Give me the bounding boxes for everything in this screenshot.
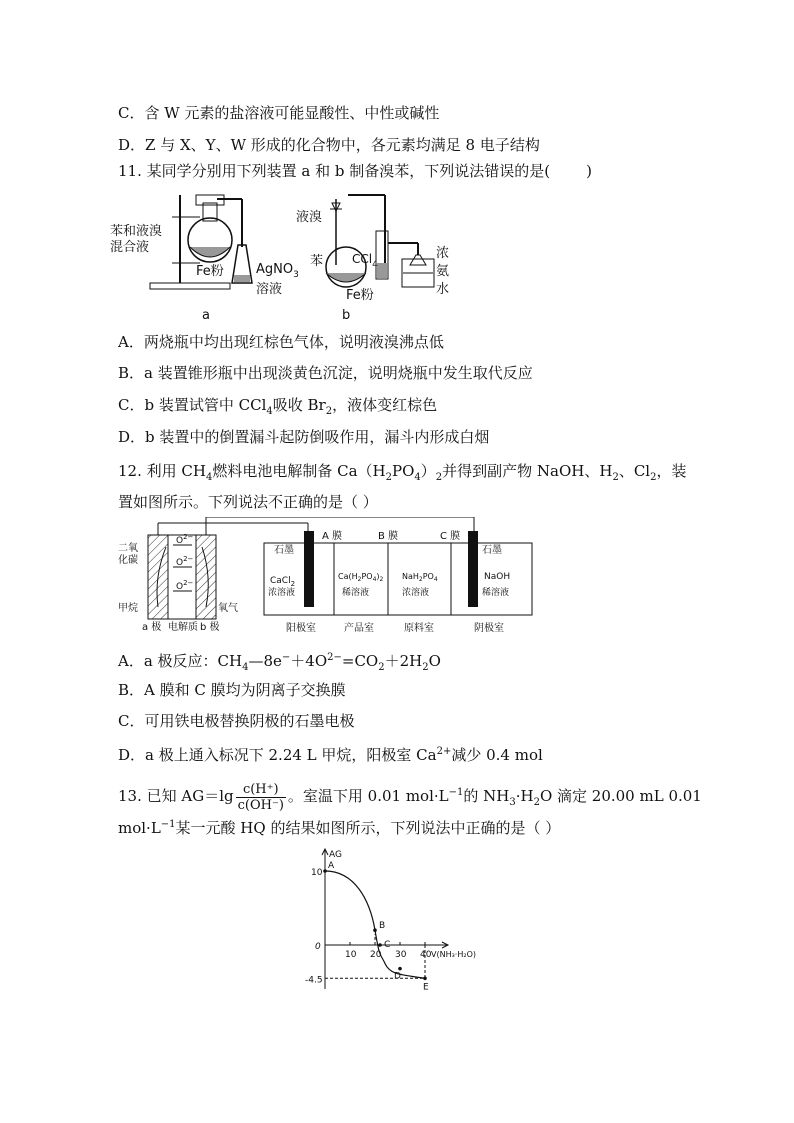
q12-s1c: PO bbox=[391, 462, 415, 480]
point-E bbox=[423, 977, 427, 981]
label-cathode-room: 阴极室 bbox=[474, 623, 504, 634]
label-a-pole: a 极 bbox=[142, 622, 162, 633]
x-tick-label-30: 30 bbox=[395, 950, 407, 960]
b-liquid-br: 液溴 bbox=[296, 210, 323, 225]
q12-a-s2: 2 bbox=[378, 662, 385, 673]
label-membrane-b: B 膜 bbox=[378, 531, 399, 542]
o2ion-3-s: 2− bbox=[183, 579, 194, 587]
q12-d-sup: 2+ bbox=[436, 746, 452, 757]
q12-a-p1: − bbox=[281, 652, 291, 663]
q12-a-m2: ＋4O bbox=[290, 652, 328, 670]
q11-stem bbox=[118, 161, 592, 181]
q11-apparatus-figure bbox=[110, 185, 470, 330]
ag-fraction bbox=[236, 782, 286, 813]
q13-s-a: 13. 已知 AG＝lg bbox=[118, 787, 234, 805]
q12-a-m1: —8e bbox=[248, 652, 282, 670]
a-agno3-text: AgNO bbox=[256, 262, 294, 277]
q11-c-mid: 吸收 Br bbox=[272, 396, 326, 414]
q12-s1s2: 2 bbox=[385, 472, 392, 483]
label-graphite-left: 石墨 bbox=[274, 545, 294, 556]
label-raw-room: 原料室 bbox=[404, 623, 434, 634]
q11-option-c bbox=[118, 395, 437, 422]
q12-d-post: 减少 0.4 mol bbox=[451, 746, 543, 764]
b-fe: Fe粉 bbox=[346, 288, 374, 303]
q10-option-c: C．含 W 元素的盐溶液可能显酸性、中性或碱性 bbox=[118, 104, 440, 122]
caption-b: b bbox=[342, 308, 351, 323]
fuel-cell bbox=[148, 535, 216, 619]
q13-s-sup1: −1 bbox=[448, 787, 464, 798]
label-cacl2-sol: 浓溶液 bbox=[268, 588, 296, 598]
o2ion-2-t: O bbox=[176, 558, 184, 568]
x-tick-label-20: 20 bbox=[370, 950, 382, 960]
q13-s2-b: 某一元酸 HQ 的结果如图所示，下列说法中正确的是（ ） bbox=[175, 819, 561, 837]
label-graphite-right: 石墨 bbox=[482, 545, 502, 556]
b-ccl4-sub: 4 bbox=[372, 260, 378, 270]
q12-s1s3: 4 bbox=[414, 472, 421, 483]
q11-c-post: ，液体变红棕色 bbox=[332, 396, 438, 414]
q13-s-sub2: 2 bbox=[533, 797, 540, 808]
q12-s1s5: 2 bbox=[612, 472, 619, 483]
q12-a-s1: 4 bbox=[242, 662, 249, 673]
q12-a-pre: A．a 极反应：CH bbox=[118, 652, 243, 670]
point-B bbox=[373, 928, 377, 932]
q12-option-d bbox=[118, 742, 543, 765]
label-nah2po4-sol: 浓溶液 bbox=[402, 588, 430, 598]
a-label2: 混合液 bbox=[110, 240, 150, 255]
titration-curve bbox=[325, 871, 425, 978]
label-co2-1: 二氧 bbox=[118, 543, 138, 554]
q12-a-end: O bbox=[428, 652, 441, 670]
label-cah2po4 bbox=[338, 572, 384, 583]
q12-option-a bbox=[118, 648, 441, 678]
q12-option-b: B．A 膜和 C 膜均为阴离子交换膜 bbox=[118, 681, 346, 699]
q12-s1f: 、Cl bbox=[618, 462, 651, 480]
q13-s-b: 。室温下用 0.01 mol·L bbox=[287, 787, 449, 805]
label-co2-2: 化碳 bbox=[118, 555, 138, 566]
q12-s1d: ） bbox=[420, 462, 436, 480]
q11-stem-text: 11. 某同学分别用下列装置 a 和 b 制备溴苯，下列说法错误的是( bbox=[118, 162, 551, 180]
a-fe: Fe粉 bbox=[196, 264, 224, 279]
q13-s-d: ·H bbox=[515, 787, 534, 805]
nah2po4-s1: 2 bbox=[418, 576, 423, 583]
b-ammonia-3: 水 bbox=[436, 282, 450, 297]
q12-s1s4: 2 bbox=[435, 472, 443, 483]
cah2po4-b: PO bbox=[361, 572, 373, 581]
label-naoh: NaOH bbox=[484, 572, 511, 582]
b-benzene: 苯 bbox=[310, 254, 324, 269]
nah2po4-b: PO bbox=[422, 572, 434, 581]
q13-s-e: O 滴定 20.00 mL 0.01 bbox=[539, 787, 702, 805]
y-tick-label-neg: -4.5 bbox=[305, 975, 323, 986]
label-methane: 甲烷 bbox=[118, 603, 138, 614]
cathode-graphite bbox=[468, 531, 478, 607]
q12-stem-line2: 置如图所示。下列说法不正确的是（ ） bbox=[118, 493, 378, 511]
label-anode-room: 阳极室 bbox=[286, 623, 316, 634]
q12-d-pre: D．a 极上通入标况下 2.24 L 甲烷，阳极室 Ca bbox=[118, 746, 437, 764]
q12-a-s3: 2 bbox=[422, 662, 429, 673]
q12-stem-line1 bbox=[118, 461, 686, 488]
q12-s1a: 12. 利用 CH bbox=[118, 462, 206, 480]
x-tick-label-40: 40 bbox=[420, 950, 432, 960]
label-product-room: 产品室 bbox=[344, 623, 374, 634]
b-ammonia-2: 氨 bbox=[436, 264, 450, 279]
q10-option-d: D．Z 与 X、Y、W 形成的化合物中，各元素均满足 8 电子结构 bbox=[118, 136, 540, 154]
label-cacl2 bbox=[270, 576, 295, 588]
apparatus-b bbox=[326, 195, 434, 287]
a-label1: 苯和液溴 bbox=[110, 224, 163, 239]
caption-a: a bbox=[202, 308, 210, 323]
cah2po4-s2: 4 bbox=[372, 576, 377, 583]
anode-graphite bbox=[304, 531, 314, 607]
y-axis-label: AG bbox=[329, 850, 342, 860]
q13-stem-line2 bbox=[118, 815, 560, 838]
cah2po4-s3: 2 bbox=[379, 576, 384, 583]
o2ion-2-s: 2− bbox=[183, 555, 194, 563]
point-C bbox=[378, 943, 382, 947]
a-agno3 bbox=[256, 262, 299, 280]
o2ion-3 bbox=[176, 579, 194, 592]
b-ccl4-text: CCl bbox=[352, 252, 373, 266]
q13-s2-sup: −1 bbox=[160, 819, 176, 830]
q11-option-b: B．a 装置锥形瓶中出现淡黄色沉淀，说明烧瓶中发生取代反应 bbox=[118, 364, 533, 382]
label-naoh-sol: 稀溶液 bbox=[482, 588, 510, 598]
point-label-B: B bbox=[379, 921, 386, 932]
point-label-C: C bbox=[384, 940, 391, 950]
q11-c-sub2: 2 bbox=[325, 406, 333, 417]
q12-s1b: 燃料电池电解制备 Ca（H bbox=[212, 462, 386, 480]
point-A bbox=[323, 869, 327, 873]
label-nah2po4 bbox=[402, 572, 438, 583]
a-agno3-sub: 3 bbox=[293, 270, 299, 280]
b-ccl4 bbox=[352, 252, 378, 270]
label-b-pole: b 极 bbox=[200, 622, 220, 633]
q11-option-a: A．两烧瓶中均出现红棕色气体，说明液溴沸点低 bbox=[118, 333, 444, 351]
q13-s2-a: mol·L bbox=[118, 819, 161, 837]
label-membrane-c: C 膜 bbox=[440, 531, 461, 542]
cah2po4-s1: 2 bbox=[357, 576, 362, 583]
q12-a-m3: =CO bbox=[341, 652, 379, 670]
q12-s1g: ，装 bbox=[656, 462, 687, 480]
o2ion-1-s: 2− bbox=[183, 533, 194, 541]
o2ion-1-t: O bbox=[176, 536, 184, 546]
q13-stem-line1 bbox=[118, 777, 702, 819]
cacl2-t: CaCl bbox=[270, 576, 291, 586]
q13-s-sub1: 3 bbox=[509, 797, 516, 808]
frac-num: c(H⁺) bbox=[236, 782, 286, 798]
cacl2-s: 2 bbox=[290, 580, 296, 588]
nah2po4-a: NaH bbox=[402, 572, 419, 581]
q12-option-c: C．可用铁电极替换阴极的石墨电极 bbox=[118, 712, 355, 730]
q12-s1e: 并得到副产物 NaOH、H bbox=[442, 462, 613, 480]
q12-a-m4: ＋2H bbox=[384, 652, 423, 670]
q11-c-pre: C．b 装置试管中 CCl bbox=[118, 396, 267, 414]
x-axis-label: V(NH₃·H₂O) bbox=[431, 950, 476, 959]
frac-den: c(OH⁻) bbox=[237, 797, 284, 813]
x-tick-label-10: 10 bbox=[345, 950, 357, 960]
o2ion-2 bbox=[176, 555, 194, 568]
q11-option-d: D．b 装置中的倒置漏斗起防倒吸作用，漏斗内形成白烟 bbox=[118, 428, 490, 446]
q11-c-sub: 4 bbox=[266, 406, 273, 417]
a-sol: 溶液 bbox=[256, 282, 283, 297]
q13-titration-chart bbox=[305, 845, 515, 1005]
q12-s1s1: 4 bbox=[205, 472, 213, 483]
o2ion-3-t: O bbox=[176, 582, 184, 592]
y-tick-label-10: 10 bbox=[311, 868, 323, 878]
q12-a-p2: 2− bbox=[327, 652, 342, 663]
q12-electrolysis-figure bbox=[118, 517, 538, 637]
label-oxygen: 氧气 bbox=[218, 603, 238, 614]
point-D bbox=[398, 967, 402, 971]
q13-s-c: 的 NH bbox=[463, 787, 510, 805]
origin-label: 0 bbox=[315, 942, 321, 952]
q12-s1s6: 2 bbox=[650, 472, 657, 483]
cah2po4-c: ) bbox=[376, 572, 380, 581]
label-electrolyte: 电解质 bbox=[168, 622, 198, 633]
point-label-D: D bbox=[394, 971, 401, 982]
q11-paren: ) bbox=[586, 162, 592, 180]
cah2po4-a: Ca(H bbox=[338, 572, 358, 581]
nah2po4-s2: 4 bbox=[433, 576, 438, 583]
label-membrane-a: A 膜 bbox=[322, 531, 343, 542]
point-label-E: E bbox=[423, 982, 429, 993]
label-cah2po4-sol: 稀溶液 bbox=[342, 588, 370, 598]
b-ammonia-1: 浓 bbox=[436, 246, 450, 261]
point-label-A: A bbox=[328, 861, 335, 871]
